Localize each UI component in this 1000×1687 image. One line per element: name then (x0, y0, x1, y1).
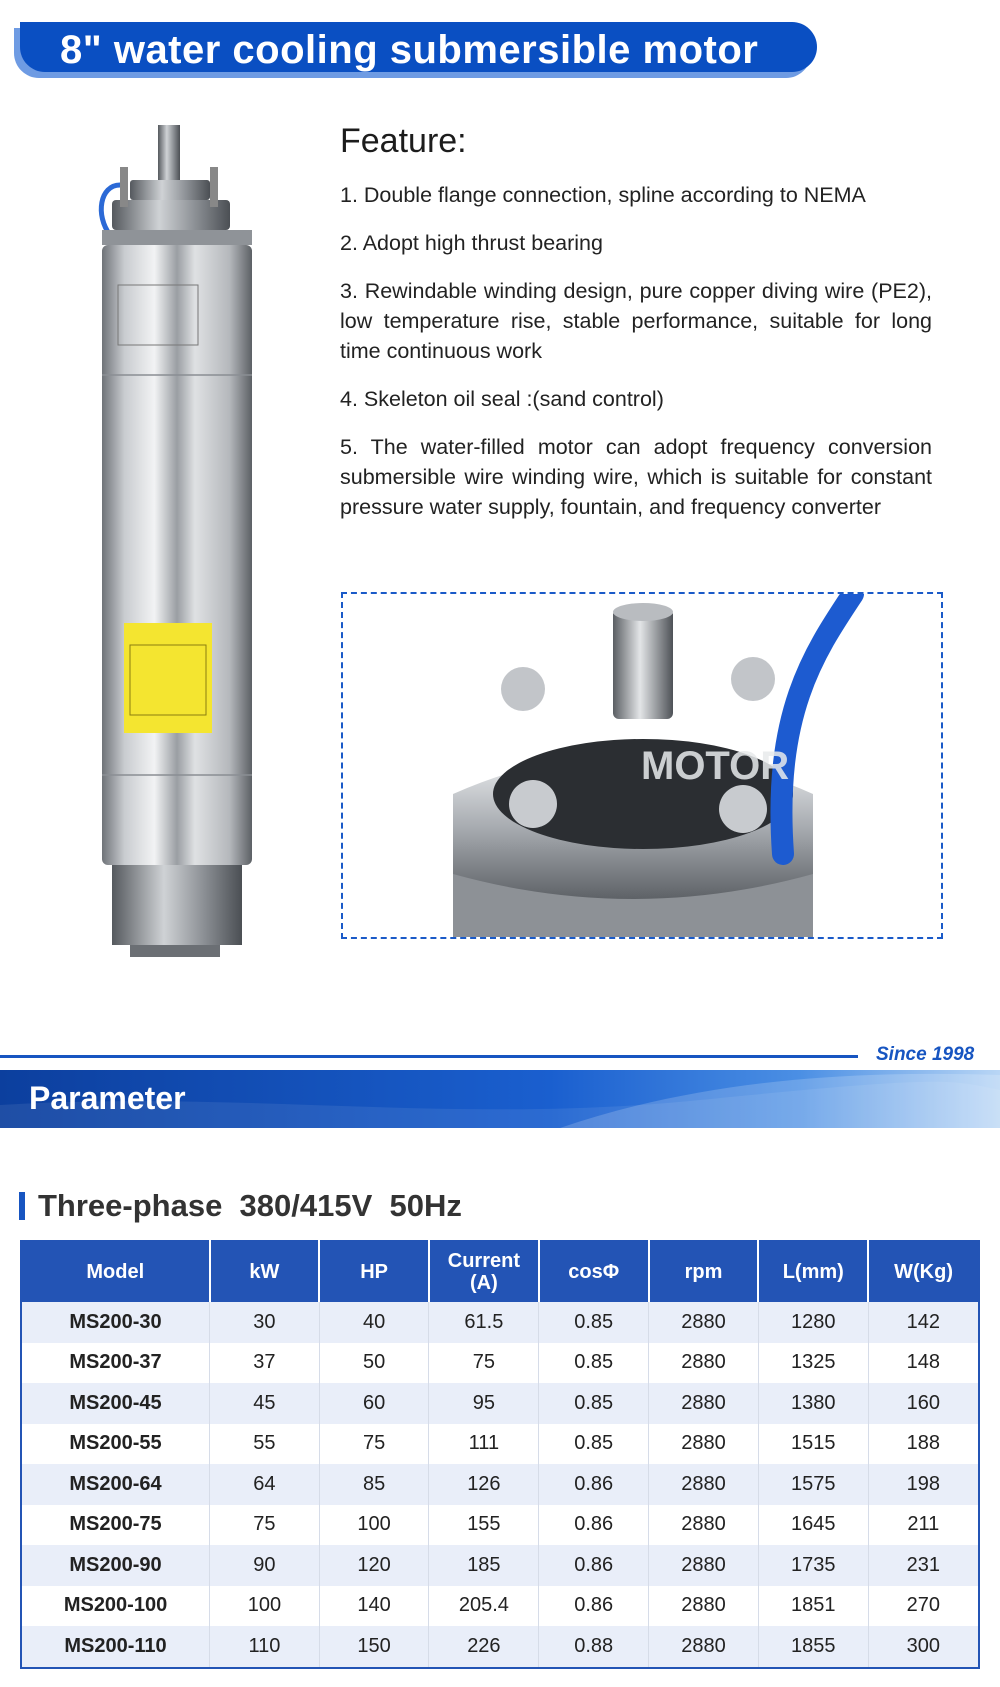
table-cell: 185 (429, 1545, 539, 1586)
table-cell: 1380 (758, 1383, 868, 1424)
table-cell: 2880 (649, 1464, 759, 1505)
table-cell: 300 (868, 1626, 979, 1668)
table-cell: 160 (868, 1383, 979, 1424)
motor-product-image (90, 125, 280, 960)
table-cell: 45 (210, 1383, 320, 1424)
table-cell: 2880 (649, 1626, 759, 1668)
table-row (21, 1626, 979, 1668)
table-cell: 1575 (758, 1464, 868, 1505)
table-cell: 0.86 (539, 1586, 649, 1627)
column-header: L(mm) (758, 1241, 868, 1302)
table-cell: 0.85 (539, 1343, 649, 1384)
table-cell: 211 (868, 1505, 979, 1546)
table-cell: 2880 (649, 1505, 759, 1546)
table-cell: 155 (429, 1505, 539, 1546)
table-cell: 270 (868, 1586, 979, 1627)
table-row (21, 1505, 979, 1546)
table-cell: 1325 (758, 1343, 868, 1384)
table-cell: 205.4 (429, 1586, 539, 1627)
column-header: rpm (649, 1241, 759, 1302)
feature-heading: Feature: (340, 122, 467, 160)
column-header: kW (210, 1241, 320, 1302)
model-cell: MS200-37 (21, 1343, 210, 1384)
table-cell: 100 (210, 1586, 320, 1627)
table-cell: 90 (210, 1545, 320, 1586)
model-cell: MS200-75 (21, 1505, 210, 1546)
table-cell: 1645 (758, 1505, 868, 1546)
model-cell: MS200-45 (21, 1383, 210, 1424)
feature-item: 2. Adopt high thrust bearing (340, 231, 603, 255)
table-cell: 226 (429, 1626, 539, 1668)
table-cell: 2880 (649, 1545, 759, 1586)
column-header: Model (21, 1241, 210, 1302)
table-body (21, 1302, 979, 1668)
column-header: HP (319, 1241, 429, 1302)
feature-item: 5. The water-filled motor can adopt frequency conversion submersible wire winding wire, which is suitable for constant pressure water supply, fountain, and frequency converter (340, 435, 932, 519)
phase-title: Three-phase 380/415V 50Hz (38, 1188, 462, 1223)
table-cell: 85 (319, 1464, 429, 1505)
title-banner (20, 22, 817, 72)
feature-list (340, 180, 932, 540)
table-cell: 2880 (649, 1302, 759, 1343)
model-cell: MS200-30 (21, 1302, 210, 1343)
table-cell: 37 (210, 1343, 320, 1384)
parameter-title: Parameter (29, 1080, 186, 1116)
page-title: 8" water cooling submersible motor (60, 28, 759, 72)
model-cell: MS200-110 (21, 1626, 210, 1668)
table-cell: 188 (868, 1424, 979, 1465)
table-cell: 148 (868, 1343, 979, 1384)
table-row (21, 1383, 979, 1424)
parameter-banner (0, 1070, 1000, 1128)
table-cell: 60 (319, 1383, 429, 1424)
table-cell: 2880 (649, 1343, 759, 1384)
table-cell: 0.85 (539, 1302, 649, 1343)
model-cell: MS200-55 (21, 1424, 210, 1465)
table-cell: 0.88 (539, 1626, 649, 1668)
column-header: cosΦ (539, 1241, 649, 1302)
table-row (21, 1424, 979, 1465)
closeup-watermark: MOTOR (641, 744, 790, 788)
table-cell: 2880 (649, 1383, 759, 1424)
table-cell: 75 (210, 1505, 320, 1546)
table-cell: 95 (429, 1383, 539, 1424)
feature-item: 1. Double flange connection, spline according to NEMA (340, 183, 866, 207)
table-row (21, 1545, 979, 1586)
table-row (21, 1586, 979, 1627)
table-cell: 0.86 (539, 1464, 649, 1505)
table-cell: 0.85 (539, 1383, 649, 1424)
table-cell: 120 (319, 1545, 429, 1586)
table-cell: 55 (210, 1424, 320, 1465)
table-cell: 231 (868, 1545, 979, 1586)
table-cell: 126 (429, 1464, 539, 1505)
table-header-row (21, 1241, 979, 1302)
table-cell: 110 (210, 1626, 320, 1668)
table-cell: 30 (210, 1302, 320, 1343)
model-cell: MS200-100 (21, 1586, 210, 1627)
table-row (21, 1464, 979, 1505)
table-cell: 1851 (758, 1586, 868, 1627)
table-cell: 64 (210, 1464, 320, 1505)
table-cell: 50 (319, 1343, 429, 1384)
table-cell: 142 (868, 1302, 979, 1343)
feature-item: 3. Rewindable winding design, pure copper diving wire (PE2), low temperature rise, stable performance, suitable for long time continuous work (340, 279, 932, 363)
table-cell: 0.86 (539, 1545, 649, 1586)
table-cell: 100 (319, 1505, 429, 1546)
table-cell: 1280 (758, 1302, 868, 1343)
table-cell: 140 (319, 1586, 429, 1627)
table-cell: 1855 (758, 1626, 868, 1668)
since-label: Since 1998 (876, 1044, 975, 1065)
table-cell: 1735 (758, 1545, 868, 1586)
feature-item: 4. Skeleton oil seal :(sand control) (340, 387, 664, 411)
table-cell: 198 (868, 1464, 979, 1505)
table-cell: 150 (319, 1626, 429, 1668)
table-cell: 1515 (758, 1424, 868, 1465)
phase-accent-bar (19, 1192, 25, 1220)
column-header: W(Kg) (868, 1241, 979, 1302)
table-cell: 2880 (649, 1586, 759, 1627)
table-cell: 40 (319, 1302, 429, 1343)
table-cell: 75 (429, 1343, 539, 1384)
model-cell: MS200-90 (21, 1545, 210, 1586)
model-cell: MS200-64 (21, 1464, 210, 1505)
table-cell: 111 (429, 1424, 539, 1465)
table-cell: 61.5 (429, 1302, 539, 1343)
motor-closeup-image (341, 592, 943, 939)
divider-line (0, 1055, 858, 1058)
table-cell: 0.86 (539, 1505, 649, 1546)
table-cell: 75 (319, 1424, 429, 1465)
table-row (21, 1302, 979, 1343)
table-cell: 2880 (649, 1424, 759, 1465)
table-cell: 0.85 (539, 1424, 649, 1465)
spec-table (20, 1240, 980, 1669)
column-header: Current (A) (429, 1241, 539, 1302)
table-row (21, 1343, 979, 1384)
